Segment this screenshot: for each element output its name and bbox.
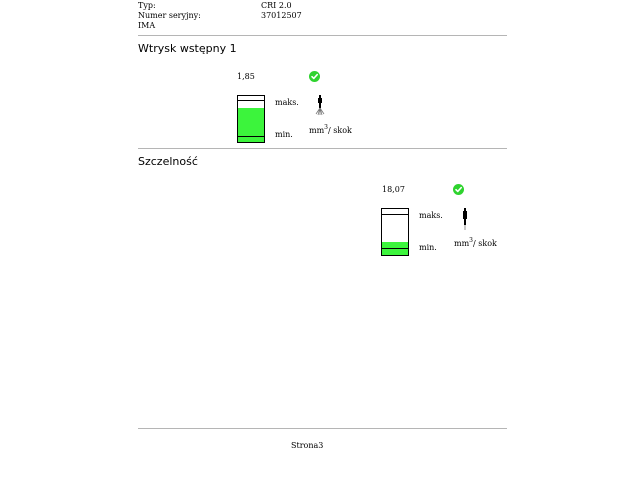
section-title: Wtrysk wstępny 1 bbox=[138, 42, 237, 55]
page-number: Strona3 bbox=[291, 441, 324, 450]
unit-label: $mm^3/$ skok bbox=[309, 124, 352, 135]
min-mark bbox=[382, 248, 408, 249]
injector-leak-icon bbox=[459, 208, 471, 236]
min-label: min. bbox=[275, 130, 293, 139]
pre-injection-nozzle-icon bbox=[314, 95, 326, 123]
max-label: maks. bbox=[419, 211, 443, 220]
level-gauge bbox=[237, 95, 265, 143]
section-title: Szczelność bbox=[138, 155, 198, 168]
check-ok-icon bbox=[453, 184, 464, 195]
max-label: maks. bbox=[275, 98, 299, 107]
divider bbox=[138, 35, 507, 36]
check-ok-icon bbox=[309, 71, 320, 82]
type-label: Typ: bbox=[138, 1, 156, 10]
level-gauge bbox=[381, 208, 409, 256]
ima-label: IMA bbox=[138, 21, 156, 30]
min-label: min. bbox=[419, 243, 437, 252]
unit-label: $mm^3/$ skok bbox=[454, 237, 497, 248]
max-mark bbox=[238, 100, 264, 101]
footer-divider bbox=[138, 428, 507, 429]
serial-value: 37012507 bbox=[261, 11, 302, 20]
min-mark bbox=[238, 136, 264, 137]
type-value: CRI 2.0 bbox=[261, 1, 292, 10]
measured-value: 18,07 bbox=[382, 185, 405, 194]
measured-value: 1,85 bbox=[237, 72, 255, 81]
serial-label: Numer seryjny: bbox=[138, 11, 201, 20]
max-mark bbox=[382, 214, 408, 215]
divider bbox=[138, 148, 507, 149]
